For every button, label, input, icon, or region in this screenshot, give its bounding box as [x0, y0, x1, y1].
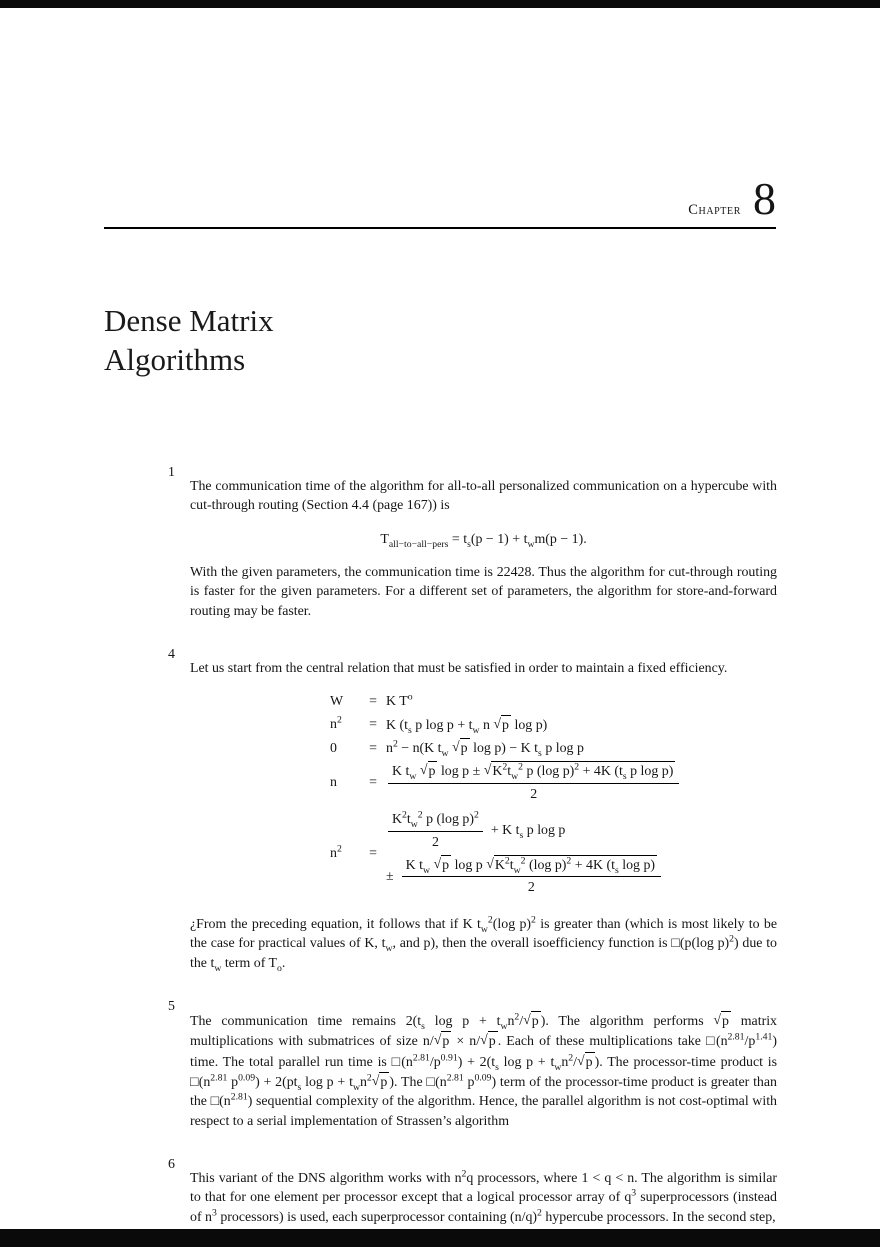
- title-line-2: Algorithms: [104, 342, 246, 377]
- problem-body: [190, 463, 777, 635]
- fraction-denominator: 2: [388, 783, 679, 804]
- fraction-numerator: $K^2t_w^2$ p (log p)$^2$: [392, 809, 479, 830]
- title-line-1: Dense Matrix: [104, 303, 274, 338]
- derivation-row: [330, 692, 777, 711]
- equation-rhs: [386, 807, 663, 901]
- equation-lhs: n: [330, 775, 337, 791]
- header-rule: [104, 227, 776, 229]
- equation-rhs: $n^2 - n(K$ $t_w$ √p log p) − K $t_s$ p log p: [386, 738, 584, 759]
- derivation-row: [330, 761, 777, 804]
- problem-body: [190, 1155, 777, 1229]
- plus-minus-sign: ±: [386, 868, 394, 884]
- fraction-numerator: K $t_w$ √p $\log p \pm √K^2t_w^2$ p (log p)$^2$ + 4K ($t_s$ p log p): [392, 761, 674, 783]
- problem-item-5: [144, 997, 777, 1145]
- equation-term: + K $t_s$ p log p: [490, 823, 566, 842]
- problem-5-text: The communication time remains $2(t_s$ $\log p + t_wn^2/√p$ ). The algorithm performs √p matrix multiplications with submatrices of size n/√p × n/√p . Each of these multiplications take $□(n^{2.81}/p^{1.41})$ time. The total parallel run time is $□(n^{2.81}/p^{0.91}) + 2(t_s$ $\log p + t_wn^2/√p$ ). The processor-time product is $□(n^{2.81}$ $p^{0.09}) + 2(pt_s$ $\log p + t_wn^2√p$ ). The $□(n^{2.81}$ $p^{0.09}$) term of the processor-time product is greater than the $□(n^{2.81})$ sequential complexity of the algorithm. Hence, the parallel algorithm is not cost-optimal with respect to a serial implementation of Strassen’s algorithm: [190, 1011, 778, 1129]
- problem-item-6: [144, 1155, 777, 1229]
- problem-1-intro: The communication time of the algorithm for all-to-all personalized communication on a hypercube with cut-through routing (Section 4.4 (page 167)) is: [190, 478, 777, 514]
- equation-lhs: W: [330, 694, 344, 710]
- chapter-header: [104, 173, 776, 224]
- fraction: [388, 761, 679, 804]
- equation-rhs: K ($t_s$ p $\log p + t_w$ n √p log p): [386, 716, 548, 736]
- equals-sign: =: [369, 740, 377, 756]
- derivation-block: [330, 692, 777, 901]
- problem-item-1: [144, 463, 777, 635]
- equals-sign: =: [369, 846, 377, 862]
- problem-6-text: This variant of the DNS algorithm works with $n^2q$ processors, where 1 < q < n. The algorithm is similar to that for one element per processor except that a logical processor array of $q^3$ superprocessors (instead of $n^3$ processors) is used, each superprocessor containing $(n/q)^2$ hypercube processors. In the second step,: [190, 1168, 778, 1225]
- equation-rhs: [386, 761, 681, 804]
- chapter-title: [104, 301, 776, 379]
- problem-number: 1: [168, 465, 175, 480]
- derivation-row: [330, 738, 777, 758]
- equals-sign: =: [369, 775, 377, 791]
- problem-body: [190, 645, 777, 987]
- equation-line: [386, 855, 663, 898]
- derivation-row: [330, 807, 777, 901]
- fraction: [402, 855, 661, 898]
- problem-body: [190, 997, 777, 1145]
- problem-list: [104, 463, 777, 1229]
- problem-1-equation: $T_{all-to-all-pers} = t_s(p - 1) + t_wm(p - 1)$.: [380, 531, 587, 550]
- derivation-row: [330, 715, 777, 735]
- problem-4-conclusion: ¿From the preceding equation, it follows that if K $t_w^2(\log$ p)$^2$ is greater than (which is most likely to be the case for practical values of K, $t_w$, and p), then the overall isoefficiency function is □(p(log p)$^2$) due to the $t_w$ term of $T_o$.: [190, 914, 778, 974]
- problem-number: 5: [168, 998, 175, 1014]
- document-page: [0, 8, 880, 1229]
- fraction: [388, 810, 483, 852]
- problem-number: 6: [168, 1157, 175, 1173]
- fraction-denominator: 2: [402, 876, 661, 897]
- problem-1-discussion: With the given parameters, the communication time is 22428. Thus the algorithm for cut-through routing is faster for the given parameters. For a different set of parameters, the algorithm for store-and-forward routing may be faster.: [190, 564, 777, 619]
- equation-line: [386, 810, 663, 852]
- problem-item-4: [144, 645, 777, 987]
- fraction-denominator: 2: [388, 831, 483, 852]
- equation-lhs: $n^2$: [330, 714, 342, 733]
- equation-rhs: K $T^o$: [386, 691, 413, 710]
- fraction-numerator: K $t_w$ √p log p $√K^2t_w^2$ (log p)$^2$ + 4K ($t_s$ log p): [405, 855, 656, 876]
- problem-4-intro: Let us start from the central relation that must be satisfied in order to maintain a fixed efficiency.: [190, 660, 728, 676]
- equals-sign: =: [369, 694, 377, 710]
- equals-sign: =: [369, 717, 377, 733]
- equation-lhs: 0: [330, 740, 337, 756]
- chapter-number: 8: [753, 173, 776, 224]
- chapter-label: Chapter: [688, 202, 741, 218]
- equation-lhs: $n^2$: [330, 843, 342, 862]
- problem-number: 4: [168, 647, 175, 662]
